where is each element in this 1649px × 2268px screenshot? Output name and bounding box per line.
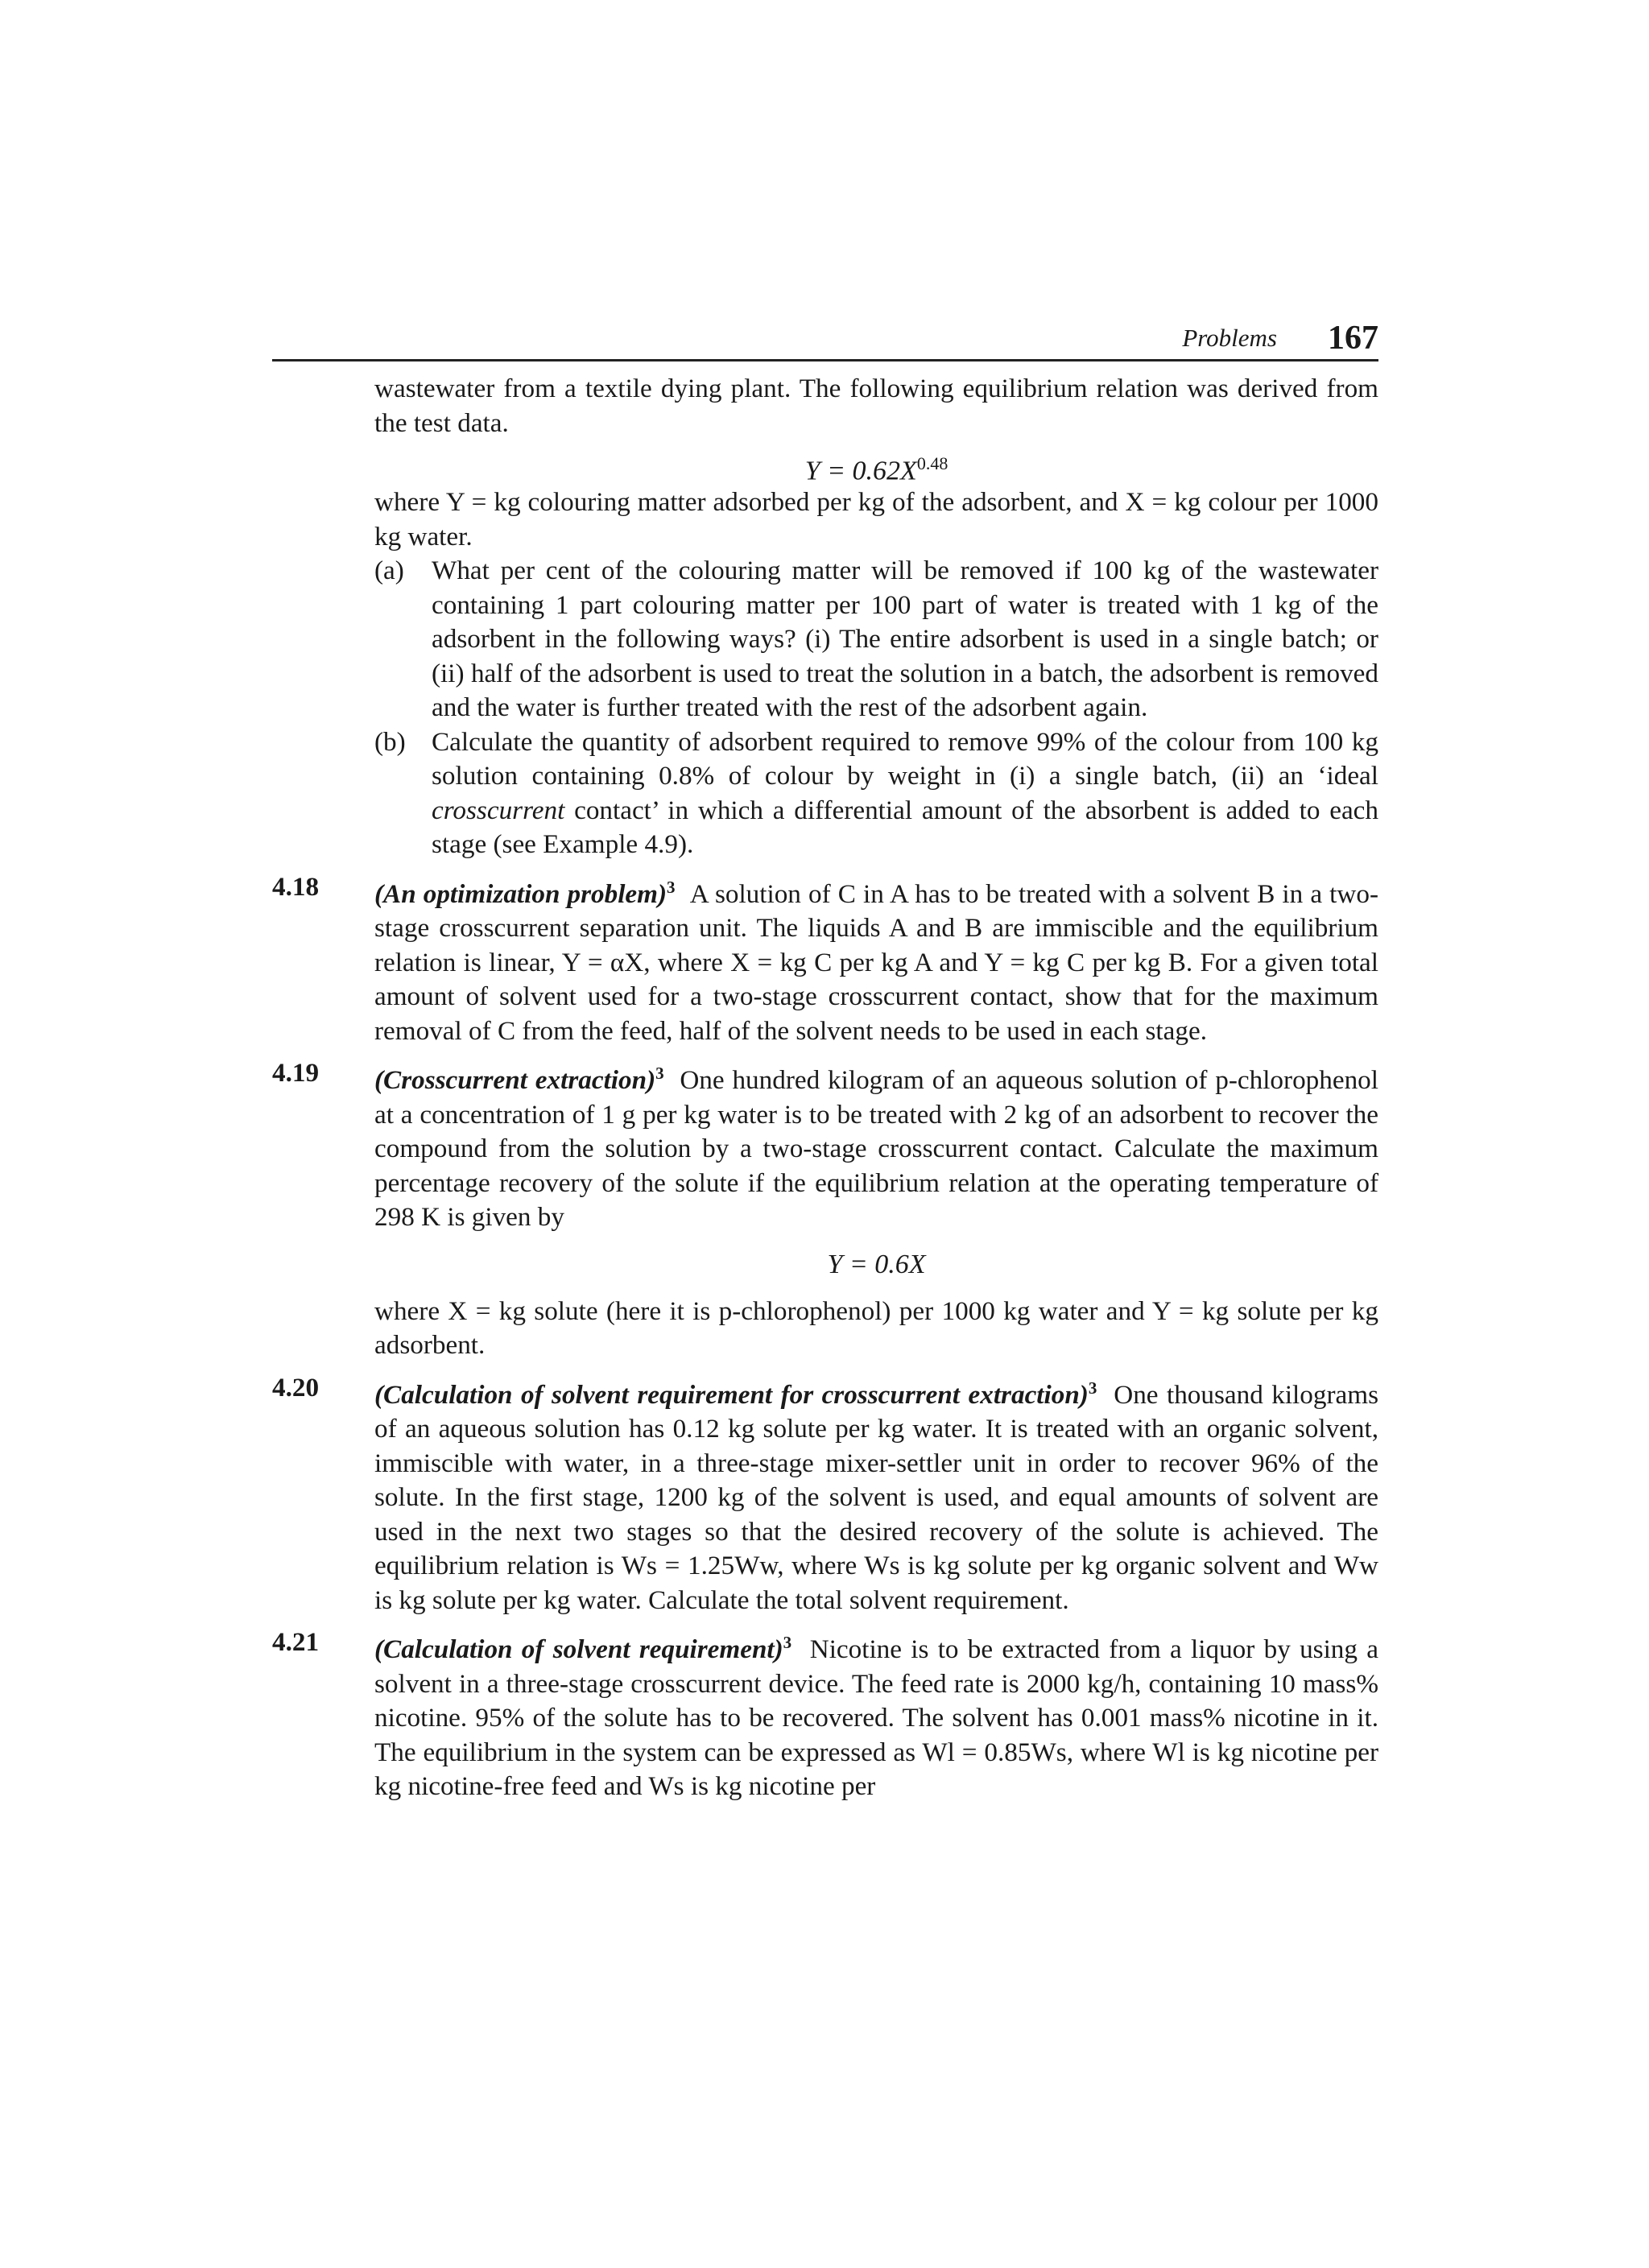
problem-4-20 (272, 1371, 1378, 1618)
where-paragraph-2: where X = kg solute (here it is p-chlorophenol) per 1000 kg water and Y = kg solute per kg adsorbent. (374, 1295, 1378, 1361)
reference-marker: 3 (783, 1633, 792, 1653)
problem-4-19 (272, 1056, 1378, 1235)
reference-marker: 3 (655, 1064, 664, 1084)
problem-4-21 (272, 1626, 1378, 1804)
part-b-label: (b) (374, 726, 406, 757)
problem-number: 4.21 (272, 1627, 320, 1658)
page-header (272, 317, 1378, 361)
problem-number: 4.19 (272, 1058, 320, 1089)
part-a-text: What per cent of the colouring matter will be removed if 100 kg of the wastewater containing 1 part colouring matter per 100 part of water is treated with 1 kg of the adsorbent in the following ways? (i) The entire adsorbent is used in a single batch; or (ii) half of the adsorbent is used to treat the solution in a batch, the adsorbent is removed and the water is further treated with the rest of the adsorbent again. (432, 556, 1378, 722)
problem-text: A solution of C in A has to be treated with a solvent B in a two-stage crosscurrent separation unit. The liquids A and B are immiscible and the equilibrium relation is linear, Y = αX, where X = kg C per kg A and Y = kg C per kg B. For a given total amount of solvent used for a two-stage crosscurrent contact, show that for the maximum removal of C from the feed, half of the solvent needs to be used in each stage. (374, 878, 1378, 1046)
problem-number: 4.18 (272, 871, 320, 902)
equation-isotherm-exponent: 0.48 (916, 453, 948, 473)
part-a (272, 554, 1378, 725)
page-content (272, 372, 1378, 1804)
reference-marker: 3 (1088, 1378, 1097, 1398)
part-b-italic-term: crosscurrent (432, 795, 565, 825)
running-head: Problems (1182, 324, 1277, 352)
reference-marker: 3 (667, 877, 676, 897)
page-number: 167 (1328, 320, 1378, 357)
problem-title (374, 1634, 791, 1664)
equation-linear: Y = 0.6X (827, 1249, 926, 1279)
part-a-label: (a) (374, 556, 404, 585)
intro-paragraph: wastewater from a textile dying plant. The following equilibrium relation was derived from the test data. (374, 374, 1378, 438)
part-b-text-2: contact’ in which a differential amount of the absorbent is added to each stage (see Example 4.9). (432, 795, 1378, 859)
problem-text: One hundred kilogram of an aqueous solution of p-chlorophenol at a concentration of 1 g per kg water is to be treated with 2 kg of an adsorbent to recover the compound from the solution by a two-stage crosscurrent contact. Calculate the maximum percentage recovery of the solute if the equilibrium relation at the operating temperature of 298 K is given by (374, 1065, 1378, 1233)
problem-body (374, 870, 1378, 1049)
equation-isotherm-base: Y = 0.62X (804, 456, 917, 486)
part-b (272, 725, 1378, 862)
problem-4-18 (272, 870, 1378, 1049)
problem-title-text: (Calculation of solvent requirement for crosscurrent extraction) (374, 1379, 1089, 1410)
part-b-text-1: Calculate the quantity of adsorbent required to remove 99% of the colour from 100 kg solution containing 0.8% of colour by weight in (i) a single batch, (ii) an ‘ideal (432, 726, 1378, 791)
problem-number: 4.20 (272, 1372, 320, 1403)
problem-body (374, 1056, 1378, 1235)
problem-text: One thousand kilograms of an aqueous solution has 0.12 kg solute per kg water. It is treated with an organic solvent, immiscible with water, in a three-stage mixer-settler unit in order to recover 96% of the solute. In the first stage, 1200 kg of the solvent is used, and equal amounts of solvent are used in the next two stages so that the desired recovery of the solute is achieved. The equilibrium relation is Ws = 1.25Ww, where Ws is kg solute per kg organic solvent and Ww is kg solute per kg water. Calculate the total solvent requirement. (374, 1379, 1378, 1615)
problem-title-text: (Crosscurrent extraction) (374, 1065, 656, 1096)
problem-body (374, 1371, 1378, 1618)
problem-text: Nicotine is to be extracted from a liquor by using a solvent in a three-stage crosscurrent device. The feed rate is 2000 kg/h, containing 10 mass% nicotine. 95% of the solute has to be recovered. The solvent has 0.001 mass% nicotine in it. The equilibrium in the system can be expressed as Wl = 0.85Ws, where Wl is kg nicotine per kg nicotine-free feed and Ws is kg nicotine per (374, 1634, 1378, 1802)
problem-title-text: (An optimization problem) (374, 878, 667, 909)
problem-body (374, 1626, 1378, 1804)
equation-isotherm (272, 442, 1378, 485)
problem-title-text: (Calculation of solvent requirement) (374, 1634, 783, 1665)
problem-title (374, 1065, 664, 1095)
problem-title (374, 879, 676, 909)
where-paragraph: where Y = kg colouring matter adsorbed per kg of the adsorbent, and X = kg colour per 1000 kg water. (374, 487, 1378, 552)
problem-title (374, 1380, 1097, 1410)
part-b-text (432, 727, 1378, 860)
